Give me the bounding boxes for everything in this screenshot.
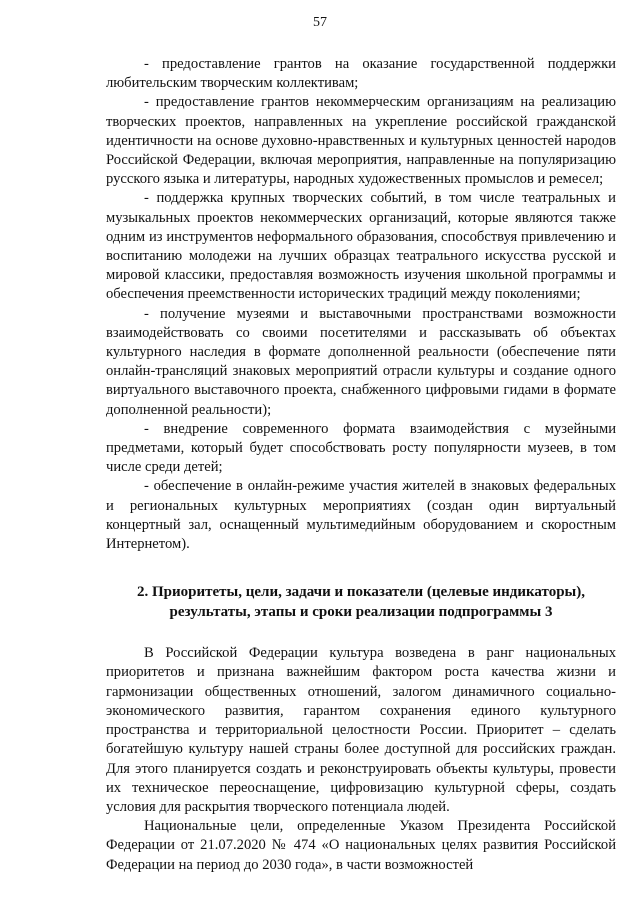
bullet-item-museum-format: - внедрение современного формата взаимодействия с музейными предметами, который будет способствовать росту популярности музеев, в том числе среди детей;	[106, 420, 616, 476]
document-body	[106, 55, 616, 875]
bullet-item-online-participation: - обеспечение в онлайн-режиме участия жителей в знаковых федеральных и региональных культурных мероприятиях (создан один виртуальный концертный зал, оснащенный мультимедийным оборудованием и скоростным Интернетом).	[106, 478, 616, 553]
paragraph-culture-priority: В Российской Федерации культура возведена в ранг национальных приоритетов и признана важнейшим фактором роста качества жизни и гармонизации общественных отношений, залогом динамичного социально-экономического развития, гарантом сохранения единого культурного пространства и территориальной целостности России. Приоритет – сделать богатейшую культуру нашей страны более доступной для российских граждан. Для этого планируется создать и реконструировать объекты культуры, провести их техническое переоснащение, цифровизацию культурной сферы, создать условия для раскрытия творческого потенциала людей.	[106, 645, 616, 815]
section-heading	[106, 582, 616, 622]
bullet-item-museums-augmented-reality: - получение музеями и выставочными пространствами возможности взаимодействовать со своими посетителями и рассказывать об объектах культурного наследия в формате дополненной реальности (обеспечение пяти онлайн-трансляций знаковых мероприятий отрасли культуры и создание одного виртуального выставочного проекта, снабженного цифровыми гидами в формате дополненной реальности);	[106, 305, 616, 418]
section-heading-line-1: 2. Приоритеты, цели, задачи и показатели (целевые индикаторы),	[137, 584, 585, 601]
bullet-item-grants-nonprofit: - предоставление грантов некоммерческим организациям на реализацию творческих проектов, направленных на укрепление российской гражданской идентичности на основе духовно-нравственных и культурных ценностей народов Российской Федерации, включая мероприятия, направленные на популяризацию русского языка и литературы, народных художественных промыслов и ремесел;	[106, 94, 616, 188]
paragraph-national-goals: Национальные цели, определенные Указом Президента Российской Федерации от 21.07.2020 № 474 «О национальных целях развития Российской Федерации на период до 2030 года», в части возможностей	[106, 818, 616, 873]
page-number: 57	[313, 15, 327, 30]
bullet-item-grants-amateur: - предоставление грантов на оказание государственной поддержки любительским творческим коллективам;	[106, 56, 616, 92]
bullet-item-creative-events: - поддержка крупных творческих событий, в том числе театральных и музыкальных проектов некоммерческих организаций, которые являются также одним из инструментов неформального образования, способствуя привлечению и воспитанию молодежи на лучших образцах театрального искусства русской и мировой классики, предоставляя возможность изучения школьной программы и обеспечения преемственности исторических традиций между поколениями;	[106, 190, 616, 303]
section-heading-line-2: результаты, этапы и сроки реализации подпрограммы 3	[169, 604, 553, 621]
